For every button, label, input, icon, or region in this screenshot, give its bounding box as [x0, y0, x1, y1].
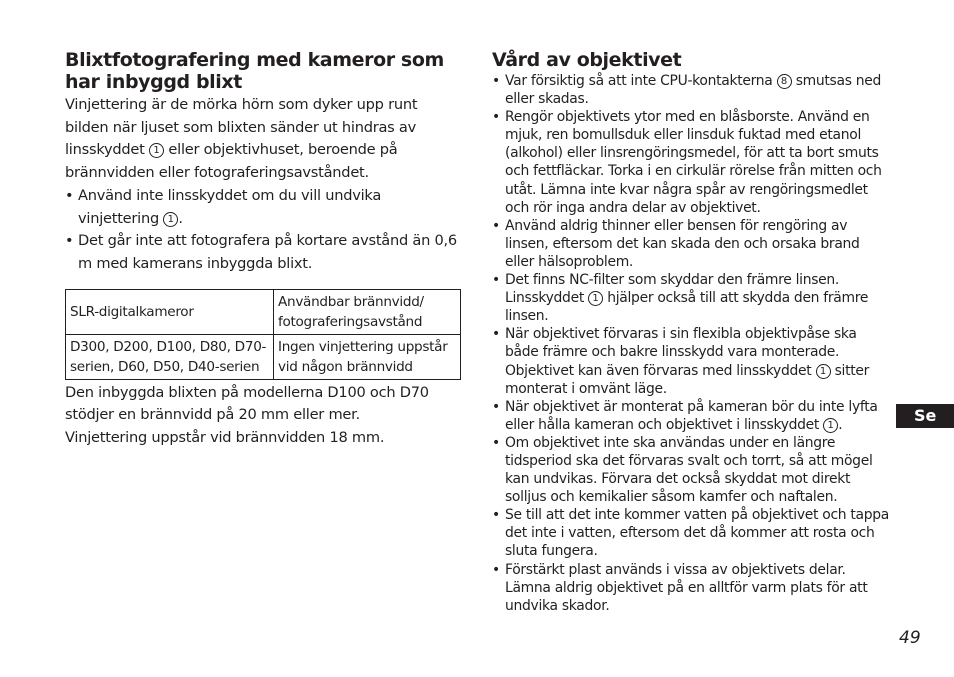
callout-1-icon: 1: [149, 143, 164, 158]
callout-1-icon: 1: [823, 418, 838, 433]
list-item: • Använd inte linsskyddet om du vill undvika vinjettering 1 .: [65, 186, 382, 227]
callout-1-icon: 1: [163, 212, 178, 227]
section-title-lens-care: Vård av objektivet: [492, 49, 682, 71]
list-item: • Använd aldrig thinner eller bensen för rengöring av linsen, eftersom det kan skada den och orsaka brand eller hälsoproblem.: [492, 217, 860, 270]
section-title-flash: Blixtfotografering med kameror som har inbyggd blixt: [65, 49, 444, 93]
list-item: • Var försiktig så att inte CPU-kontakterna 8 smutsas ned eller skadas.: [492, 73, 882, 108]
list-item: • När objektivet förvaras i sin flexibla objektivpåse ska både främre och bakre linsskydd vara monterade. Objektivet kan även förvaras med linsskyddet 1 sitter monterat i omvänt läge.: [492, 326, 870, 397]
list-item: • Rengör objektivets ytor med en blåsborste. Använd en mjuk, ren bomullsduk eller linsduk fuktad med etanol (alkohol) eller linsrengöringsmedel, för att ta bort smuts och fettfläckar. Torka i en cirkulär rörelse från mitten och utåt. Lämna inte kvar några spår av rengöringsmedlet och rör inga andra delar av objektivet.: [492, 109, 882, 216]
table-note: Den inbyggda blixten på modellerna D100 och D70 stödjer en brännvidd på 20 mm eller mer. Vinjettering uppstår vid brännvidden 18 mm.: [65, 383, 429, 447]
callout-1-icon: 1: [816, 364, 831, 379]
table-header-row: [66, 289, 461, 334]
list-item: • Se till att det inte kommer vatten på objektivet och tappa det inte i vatten, eftersom det då kommer att rosta och sluta fungera.: [492, 507, 890, 560]
left-column: [65, 49, 463, 450]
list-item: • När objektivet är monterat på kameran bör du inte lyfta eller hålla kameran och objektivet i linsskyddet 1 .: [492, 398, 878, 433]
camera-compatibility-table: [65, 289, 461, 380]
callout-8-icon: 8: [777, 74, 792, 89]
language-tab: Se: [896, 404, 954, 428]
table-cell: Ingen vinjettering uppstår vid någon brännvidd: [274, 334, 461, 379]
intro-paragraph: Vinjettering är de mörka hörn som dyker upp runt bilden när ljuset som blixten sänder ut hindras av linsskyddet 1 eller objektivhuset, beroende på brännvidden eller fotograferingsavståndet.: [65, 96, 418, 182]
list-item: • Förstärkt plast används i vissa av objektivets delar. Lämna aldrig objektivet på en alltför varm plats för att undvika skador.: [492, 561, 868, 614]
list-item: • Det går inte att fotografera på kortare avstånd än 0,6 m med kamerans inbyggda blixt.: [65, 232, 457, 272]
table-header-cell: SLR-digitalkameror: [66, 289, 274, 334]
table-row: [66, 334, 461, 379]
table-header-cell: Användbar brännvidd/ fotograferingsavstånd: [274, 289, 461, 334]
table-cell: D300, D200, D100, D80, D70-serien, D60, D50, D40-serien: [66, 334, 274, 379]
page-number: 49: [899, 628, 921, 648]
right-column: [492, 49, 890, 615]
list-item: • Om objektivet inte ska användas under en längre tidsperiod ska det förvaras svalt och torrt, så att mögel kan undvikas. Förvara det också skyddat mot direkt solljus och kemikalier såsom kamfer och naftalen.: [492, 434, 873, 506]
callout-1-icon: 1: [588, 291, 603, 306]
lens-care-bullet-list: [492, 72, 890, 615]
flash-bullet-list: [65, 185, 463, 276]
list-item: • Det finns NC-filter som skyddar den främre linsen. Linsskyddet 1 hjälper också till att skydda den främre linsen.: [492, 272, 869, 325]
